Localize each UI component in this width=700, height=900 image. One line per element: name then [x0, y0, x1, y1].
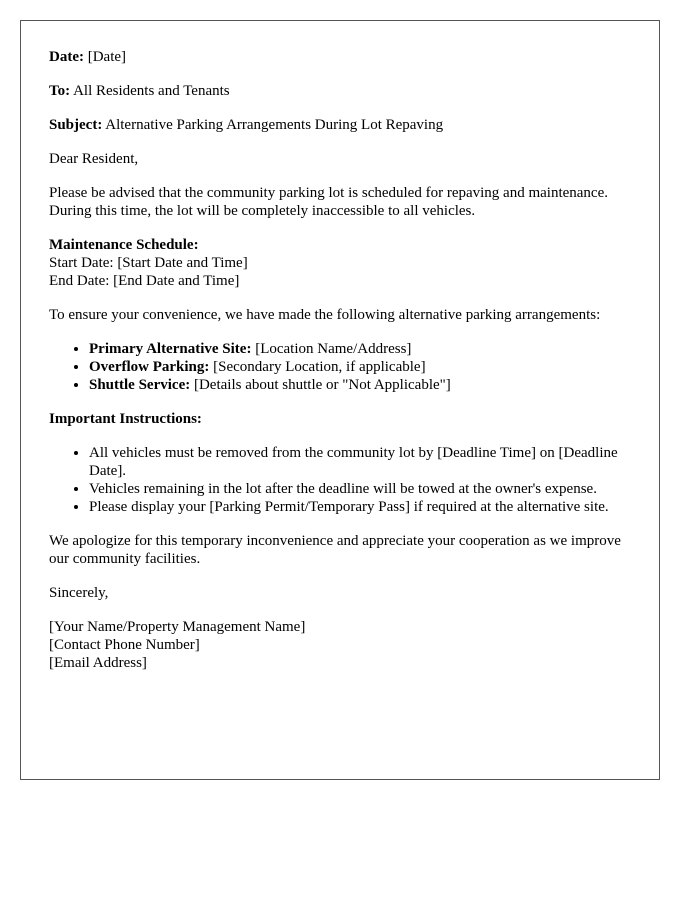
- intro-paragraph: Please be advised that the community parking lot is scheduled for repaving and maintenance. During this time, the lot will be completely inaccessible to all vehicles.: [49, 185, 608, 219]
- recipient-label: To:: [49, 83, 71, 99]
- arrangement-value: [Location Name/Address]: [255, 341, 412, 357]
- list-item: • Please display your [Parking Permit/Temporary Pass] if required at the alternative site.: [89, 498, 631, 516]
- list-item: [89, 376, 631, 394]
- schedule-end: End Date: [End Date and Time]: [49, 273, 240, 289]
- list-item: [89, 358, 631, 376]
- list-item: • Vehicles remaining in the lot after the deadline will be towed at the owner's expense.: [89, 480, 631, 498]
- signature-phone: [Contact Phone Number]: [49, 637, 200, 653]
- date-label: Date:: [49, 49, 84, 65]
- schedule-heading: Maintenance Schedule:: [49, 237, 199, 253]
- recipient-line: [49, 82, 631, 100]
- arrangements-intro: To ensure your convenience, we have made the following alternative parking arrangements:: [49, 307, 601, 323]
- instructions-heading-text: Important Instructions:: [49, 411, 202, 427]
- arrangements-list: [49, 340, 631, 394]
- instructions-list: [49, 444, 631, 516]
- schedule-start: Start Date: [Start Date and Time]: [49, 255, 248, 271]
- recipient-value: All Residents and Tenants: [73, 83, 230, 99]
- arrangement-value: [Secondary Location, if applicable]: [213, 359, 426, 375]
- list-item: • All vehicles must be removed from the community lot by [Deadline Time] on [Deadline Date].: [89, 444, 631, 480]
- arrangement-value: [Details about shuttle or "Not Applicable"]: [193, 377, 451, 393]
- signature-block: [49, 618, 631, 672]
- subject-value: Alternative Parking Arrangements During Lot Repaving: [105, 117, 444, 133]
- arrangement-label: Overflow Parking:: [89, 359, 210, 375]
- arrangement-label: Primary Alternative Site:: [89, 341, 252, 357]
- subject-label: Subject:: [49, 117, 103, 133]
- maintenance-schedule: [49, 236, 631, 290]
- instructions-heading: [49, 410, 631, 428]
- date-value: [Date]: [87, 49, 127, 65]
- signoff: Sincerely,: [49, 585, 109, 601]
- date-line: [49, 48, 631, 66]
- letter-document: [20, 20, 660, 780]
- subject-line: [49, 116, 631, 134]
- list-item: [89, 340, 631, 358]
- closing-paragraph: We apologize for this temporary inconvenience and appreciate your cooperation as we improve our community facilities.: [49, 533, 621, 567]
- signature-name: [Your Name/Property Management Name]: [49, 619, 306, 635]
- greeting: Dear Resident,: [49, 151, 139, 167]
- arrangement-label: Shuttle Service:: [89, 377, 191, 393]
- signature-email: [Email Address]: [49, 655, 147, 671]
